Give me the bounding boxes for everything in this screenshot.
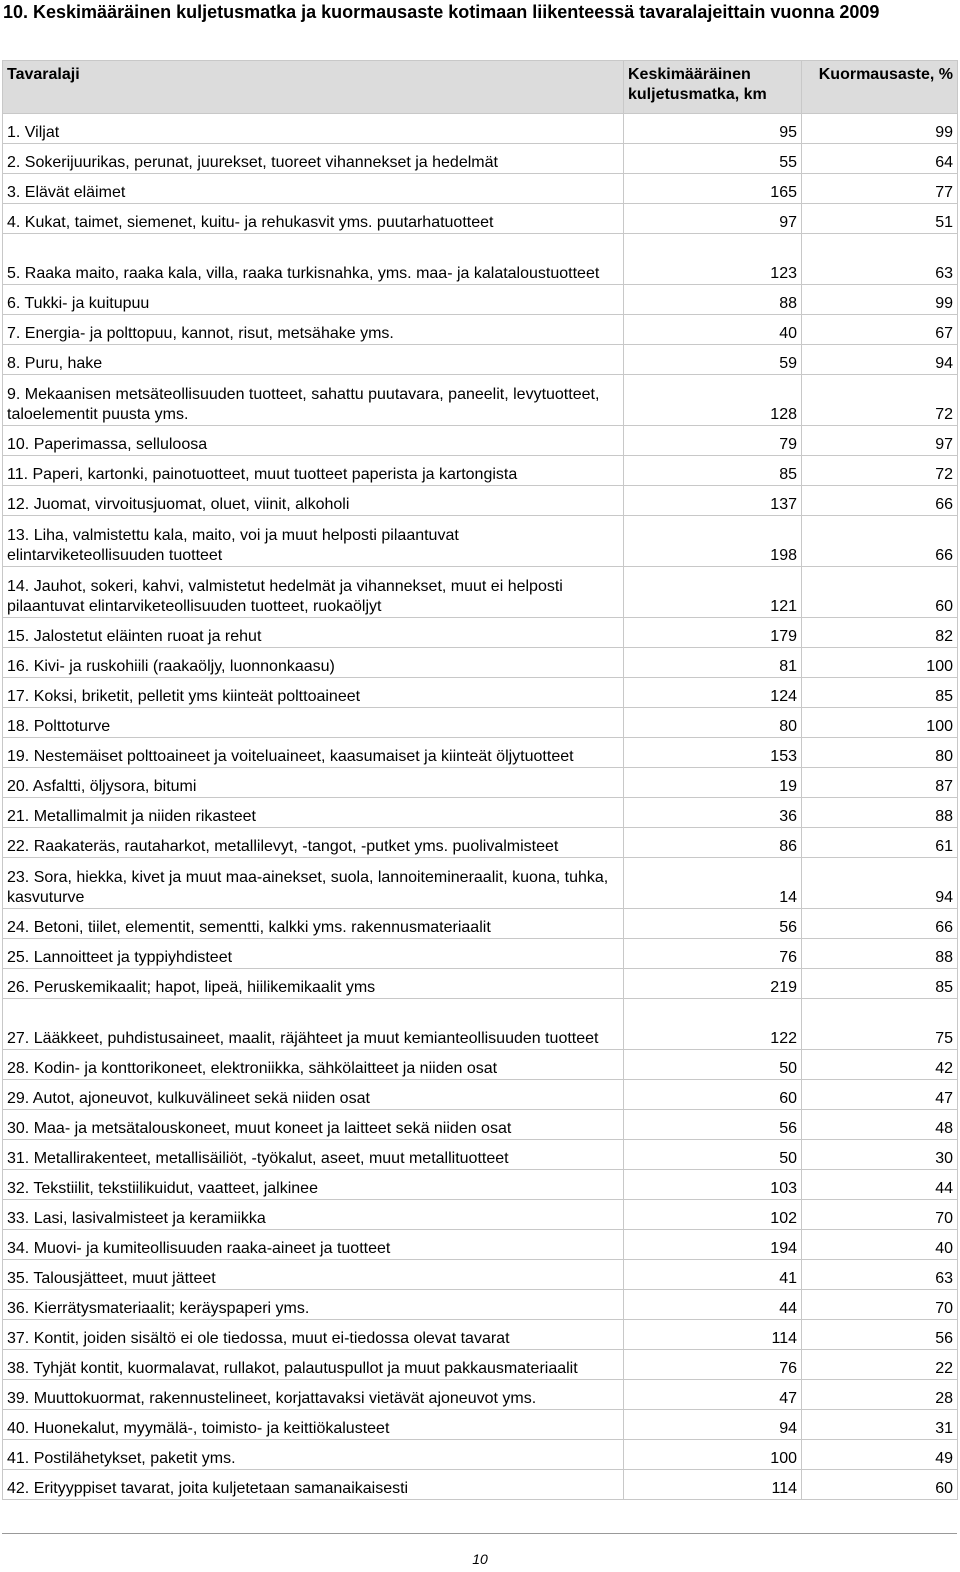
row-label: 22. Raakateräs, rautaharkot, metallilevyt, -tangot, -putket yms. puolivalmisteet bbox=[3, 828, 624, 858]
table-row bbox=[3, 1230, 958, 1260]
row-distance: 40 bbox=[624, 315, 802, 345]
row-label: 33. Lasi, lasivalmisteet ja keramiikka bbox=[3, 1200, 624, 1230]
row-distance: 55 bbox=[624, 144, 802, 174]
row-distance: 80 bbox=[624, 708, 802, 738]
row-load: 72 bbox=[802, 456, 958, 486]
row-label: 6. Tukki- ja kuitupuu bbox=[3, 285, 624, 315]
table-row bbox=[3, 648, 958, 678]
row-label: 11. Paperi, kartonki, painotuotteet, muut tuotteet paperista ja kartongista bbox=[3, 456, 624, 486]
row-distance: 122 bbox=[624, 999, 802, 1050]
table-row bbox=[3, 204, 958, 234]
table-row bbox=[3, 486, 958, 516]
row-load: 31 bbox=[802, 1410, 958, 1440]
table-row bbox=[3, 345, 958, 375]
row-distance: 194 bbox=[624, 1230, 802, 1260]
row-distance: 94 bbox=[624, 1410, 802, 1440]
row-load: 75 bbox=[802, 999, 958, 1050]
row-label: 8. Puru, hake bbox=[3, 345, 624, 375]
row-distance: 86 bbox=[624, 828, 802, 858]
row-label: 24. Betoni, tiilet, elementit, sementti, kalkki yms. rakennusmateriaalit bbox=[3, 909, 624, 939]
row-distance: 59 bbox=[624, 345, 802, 375]
row-label: 17. Koksi, briketit, pelletit yms kiinteät polttoaineet bbox=[3, 678, 624, 708]
row-label: 28. Kodin- ja konttorikoneet, elektroniikka, sähkölaitteet ja niiden osat bbox=[3, 1050, 624, 1080]
table-row bbox=[3, 456, 958, 486]
row-distance: 14 bbox=[624, 858, 802, 909]
table-row bbox=[3, 234, 958, 285]
row-label: 36. Kierrätysmateriaalit; keräyspaperi yms. bbox=[3, 1290, 624, 1320]
row-distance: 76 bbox=[624, 1350, 802, 1380]
table-row bbox=[3, 426, 958, 456]
table-row bbox=[3, 1200, 958, 1230]
row-label: 35. Talousjätteet, muut jätteet bbox=[3, 1260, 624, 1290]
row-load: 87 bbox=[802, 768, 958, 798]
row-load: 66 bbox=[802, 909, 958, 939]
row-load: 94 bbox=[802, 345, 958, 375]
row-distance: 97 bbox=[624, 204, 802, 234]
row-label: 2. Sokerijuurikas, perunat, juurekset, tuoreet vihannekset ja hedelmät bbox=[3, 144, 624, 174]
table-row bbox=[3, 708, 958, 738]
row-distance: 85 bbox=[624, 456, 802, 486]
row-load: 64 bbox=[802, 144, 958, 174]
table-row bbox=[3, 969, 958, 999]
row-label: 21. Metallimalmit ja niiden rikasteet bbox=[3, 798, 624, 828]
row-label: 7. Energia- ja polttopuu, kannot, risut, metsähake yms. bbox=[3, 315, 624, 345]
row-distance: 56 bbox=[624, 909, 802, 939]
row-label: 20. Asfaltti, öljysora, bitumi bbox=[3, 768, 624, 798]
row-label: 42. Erityyppiset tavarat, joita kuljetetaan samanaikaisesti bbox=[3, 1470, 624, 1500]
table-row bbox=[3, 1050, 958, 1080]
row-load: 49 bbox=[802, 1440, 958, 1470]
row-load: 99 bbox=[802, 285, 958, 315]
row-load: 85 bbox=[802, 969, 958, 999]
row-label: 40. Huonekalut, myymälä-, toimisto- ja keittiökalusteet bbox=[3, 1410, 624, 1440]
row-label: 25. Lannoitteet ja typpiyhdisteet bbox=[3, 939, 624, 969]
row-label: 13. Liha, valmistettu kala, maito, voi ja muut helposti pilaantuvat elintarviketeollisuuden tuotteet bbox=[3, 516, 624, 567]
row-label: 32. Tekstiilit, tekstiilikuidut, vaatteet, jalkinee bbox=[3, 1170, 624, 1200]
row-distance: 114 bbox=[624, 1470, 802, 1500]
row-load: 48 bbox=[802, 1110, 958, 1140]
row-distance: 198 bbox=[624, 516, 802, 567]
row-label: 38. Tyhjät kontit, kuormalavat, rullakot, palautuspullot ja muut pakkausmateriaalit bbox=[3, 1350, 624, 1380]
row-distance: 44 bbox=[624, 1290, 802, 1320]
table-row bbox=[3, 567, 958, 618]
row-distance: 103 bbox=[624, 1170, 802, 1200]
table-row bbox=[3, 1140, 958, 1170]
row-distance: 100 bbox=[624, 1440, 802, 1470]
row-label: 14. Jauhot, sokeri, kahvi, valmistetut hedelmät ja vihannekset, muut ei helposti pilaantuvat elintarviketeollisuuden tuotteet, ruokaöljyt bbox=[3, 567, 624, 618]
table-row bbox=[3, 174, 958, 204]
row-distance: 47 bbox=[624, 1380, 802, 1410]
row-load: 88 bbox=[802, 798, 958, 828]
row-label: 23. Sora, hiekka, kivet ja muut maa-ainekset, suola, lannoitemineraalit, kuona, tuhka, kasvuturve bbox=[3, 858, 624, 909]
row-label: 15. Jalostetut eläinten ruoat ja rehut bbox=[3, 618, 624, 648]
table-row bbox=[3, 144, 958, 174]
table-row bbox=[3, 1290, 958, 1320]
row-distance: 50 bbox=[624, 1140, 802, 1170]
row-load: 94 bbox=[802, 858, 958, 909]
row-load: 44 bbox=[802, 1170, 958, 1200]
row-load: 63 bbox=[802, 1260, 958, 1290]
footer-divider bbox=[2, 1533, 957, 1534]
data-table bbox=[2, 60, 958, 1500]
row-load: 66 bbox=[802, 516, 958, 567]
header-category: Tavaralaji bbox=[3, 61, 624, 114]
page-number: 10 bbox=[472, 1551, 488, 1567]
row-distance: 128 bbox=[624, 375, 802, 426]
row-load: 85 bbox=[802, 678, 958, 708]
row-distance: 165 bbox=[624, 174, 802, 204]
page-title: 10. Keskimääräinen kuljetusmatka ja kuormausaste kotimaan liikenteessä tavaralajeittain vuonna 2009 bbox=[3, 2, 880, 22]
row-distance: 60 bbox=[624, 1080, 802, 1110]
row-label: 16. Kivi- ja ruskohiili (raakaöljy, luonnonkaasu) bbox=[3, 648, 624, 678]
table-row bbox=[3, 678, 958, 708]
row-load: 51 bbox=[802, 204, 958, 234]
row-load: 28 bbox=[802, 1380, 958, 1410]
row-distance: 137 bbox=[624, 486, 802, 516]
row-label: 30. Maa- ja metsätalouskoneet, muut koneet ja laitteet sekä niiden osat bbox=[3, 1110, 624, 1140]
table-row bbox=[3, 798, 958, 828]
table-row bbox=[3, 285, 958, 315]
table-row bbox=[3, 1350, 958, 1380]
row-label: 4. Kukat, taimet, siemenet, kuitu- ja rehukasvit yms. puutarhatuotteet bbox=[3, 204, 624, 234]
row-load: 99 bbox=[802, 114, 958, 144]
row-label: 31. Metallirakenteet, metallisäiliöt, -työkalut, aseet, muut metallituotteet bbox=[3, 1140, 624, 1170]
row-label: 27. Lääkkeet, puhdistusaineet, maalit, räjähteet ja muut kemianteollisuuden tuotteet bbox=[3, 999, 624, 1050]
row-distance: 81 bbox=[624, 648, 802, 678]
table-row bbox=[3, 909, 958, 939]
row-label: 1. Viljat bbox=[3, 114, 624, 144]
row-load: 63 bbox=[802, 234, 958, 285]
table-row bbox=[3, 999, 958, 1050]
row-distance: 19 bbox=[624, 768, 802, 798]
row-label: 41. Postilähetykset, paketit yms. bbox=[3, 1440, 624, 1470]
row-load: 22 bbox=[802, 1350, 958, 1380]
table-body bbox=[3, 114, 958, 1500]
row-distance: 179 bbox=[624, 618, 802, 648]
table-row bbox=[3, 1170, 958, 1200]
row-distance: 95 bbox=[624, 114, 802, 144]
row-load: 82 bbox=[802, 618, 958, 648]
row-distance: 41 bbox=[624, 1260, 802, 1290]
table-row bbox=[3, 1440, 958, 1470]
row-label: 26. Peruskemikaalit; hapot, lipeä, hiilikemikaalit yms bbox=[3, 969, 624, 999]
row-distance: 76 bbox=[624, 939, 802, 969]
table-row bbox=[3, 375, 958, 426]
row-load: 30 bbox=[802, 1140, 958, 1170]
row-load: 77 bbox=[802, 174, 958, 204]
header-row bbox=[3, 61, 958, 114]
row-load: 100 bbox=[802, 648, 958, 678]
row-label: 29. Autot, ajoneuvot, kulkuvälineet sekä niiden osat bbox=[3, 1080, 624, 1110]
row-label: 37. Kontit, joiden sisältö ei ole tiedossa, muut ei-tiedossa olevat tavarat bbox=[3, 1320, 624, 1350]
table-row bbox=[3, 1110, 958, 1140]
row-distance: 56 bbox=[624, 1110, 802, 1140]
table-row bbox=[3, 1260, 958, 1290]
row-load: 42 bbox=[802, 1050, 958, 1080]
row-load: 66 bbox=[802, 486, 958, 516]
table-row bbox=[3, 618, 958, 648]
row-distance: 88 bbox=[624, 285, 802, 315]
row-load: 56 bbox=[802, 1320, 958, 1350]
table-row bbox=[3, 939, 958, 969]
row-load: 60 bbox=[802, 567, 958, 618]
row-label: 19. Nestemäiset polttoaineet ja voiteluaineet, kaasumaiset ja kiinteät öljytuotteet bbox=[3, 738, 624, 768]
header-distance: Keskimääräinen kuljetusmatka, km bbox=[624, 61, 802, 114]
table-row bbox=[3, 1080, 958, 1110]
table-row bbox=[3, 828, 958, 858]
table-row bbox=[3, 738, 958, 768]
row-load: 61 bbox=[802, 828, 958, 858]
row-label: 34. Muovi- ja kumiteollisuuden raaka-aineet ja tuotteet bbox=[3, 1230, 624, 1260]
row-load: 40 bbox=[802, 1230, 958, 1260]
row-load: 80 bbox=[802, 738, 958, 768]
row-load: 100 bbox=[802, 708, 958, 738]
row-load: 70 bbox=[802, 1290, 958, 1320]
table-row bbox=[3, 768, 958, 798]
row-label: 3. Elävät eläimet bbox=[3, 174, 624, 204]
row-distance: 153 bbox=[624, 738, 802, 768]
table-row bbox=[3, 114, 958, 144]
row-label: 10. Paperimassa, selluloosa bbox=[3, 426, 624, 456]
row-load: 67 bbox=[802, 315, 958, 345]
table-row bbox=[3, 1320, 958, 1350]
row-distance: 36 bbox=[624, 798, 802, 828]
row-load: 72 bbox=[802, 375, 958, 426]
table-row bbox=[3, 1470, 958, 1500]
row-load: 47 bbox=[802, 1080, 958, 1110]
row-distance: 124 bbox=[624, 678, 802, 708]
row-load: 88 bbox=[802, 939, 958, 969]
row-distance: 123 bbox=[624, 234, 802, 285]
table-row bbox=[3, 315, 958, 345]
row-label: 5. Raaka maito, raaka kala, villa, raaka turkisnahka, yms. maa- ja kalataloustuotteet bbox=[3, 234, 624, 285]
row-distance: 121 bbox=[624, 567, 802, 618]
row-label: 39. Muuttokuormat, rakennustelineet, korjattavaksi vietävät ajoneuvot yms. bbox=[3, 1380, 624, 1410]
table-row bbox=[3, 516, 958, 567]
row-label: 9. Mekaanisen metsäteollisuuden tuotteet, sahattu puutavara, paneelit, levytuotteet, taloelementit puusta yms. bbox=[3, 375, 624, 426]
table-row bbox=[3, 1410, 958, 1440]
row-distance: 114 bbox=[624, 1320, 802, 1350]
row-label: 12. Juomat, virvoitusjuomat, oluet, viinit, alkoholi bbox=[3, 486, 624, 516]
row-label: 18. Polttoturve bbox=[3, 708, 624, 738]
row-distance: 102 bbox=[624, 1200, 802, 1230]
table-row bbox=[3, 1380, 958, 1410]
row-load: 70 bbox=[802, 1200, 958, 1230]
row-load: 60 bbox=[802, 1470, 958, 1500]
row-distance: 219 bbox=[624, 969, 802, 999]
header-load: Kuormausaste, % bbox=[802, 61, 958, 114]
table-row bbox=[3, 858, 958, 909]
row-load: 97 bbox=[802, 426, 958, 456]
row-distance: 79 bbox=[624, 426, 802, 456]
row-distance: 50 bbox=[624, 1050, 802, 1080]
